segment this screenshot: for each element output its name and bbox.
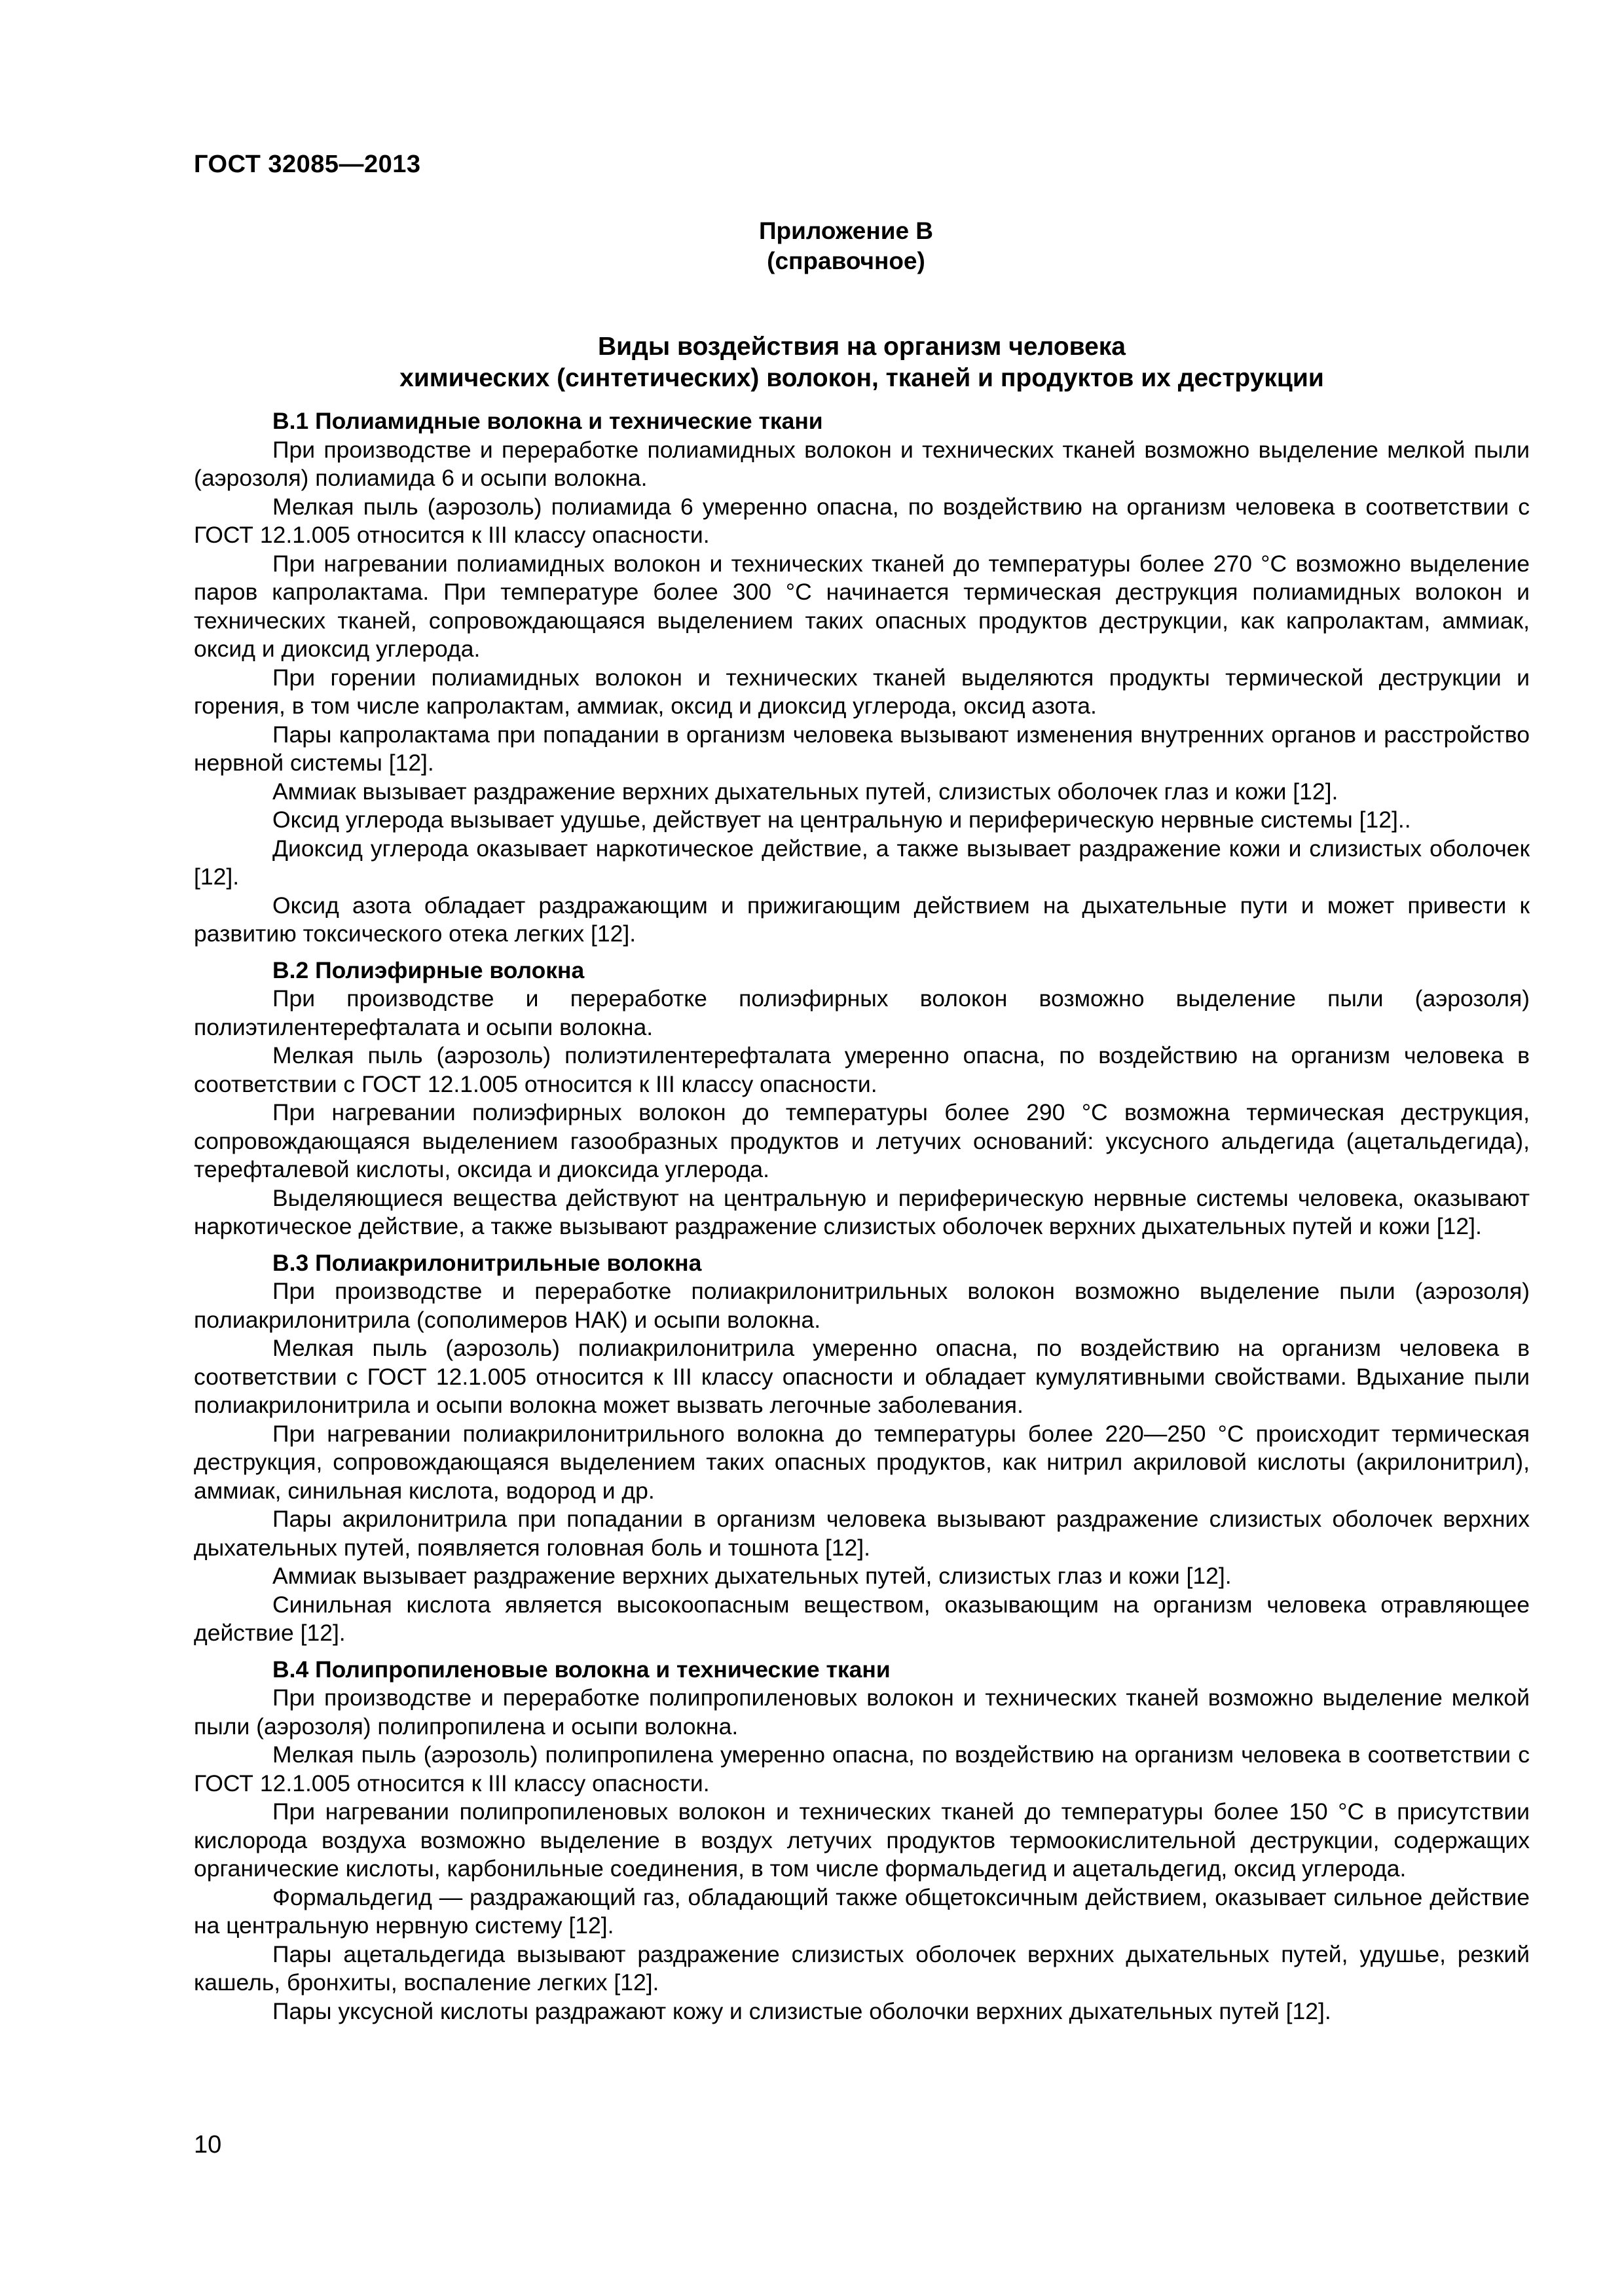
paragraph: Мелкая пыль (аэрозоль) полиамида 6 умеренно опасна, по воздействию на организм человека в соответствии с ГОСТ 12.1.005 относится к III классу опасности.: [194, 493, 1530, 548]
paragraph: Оксид углерода вызывает удушье, действует на центральную и периферическую нервные системы [12]..: [272, 807, 1411, 833]
section-b3: [194, 1249, 1530, 1648]
section-heading: В.3 Полиакрилонитрильные волокна: [272, 1249, 702, 1276]
paragraph: Диоксид углерода оказывает наркотическое действие, а также вызывает раздражение кожи и слизистых оболочек [12].: [194, 835, 1530, 890]
paragraph: Мелкая пыль (аэрозоль) полиэтилентерефталата умеренно опасна, по воздействию на организм человека в соответствии с ГОСТ 12.1.005 относится к III классу опасности.: [194, 1042, 1530, 1097]
paragraph: При нагревании полипропиленовых волокон и технических тканей до температуры более 150 °С в присутствии кислорода воздуха возможно выделение в воздух летучих продуктов термоокислительной деструкции, содержащих органические кислоты, карбонильные соединения, в том числе формальдегид и ацетальдегид, оксид углерода.: [194, 1798, 1530, 1882]
appendix-label: Приложение В: [758, 217, 934, 244]
paragraph: При нагревании полиэфирных волокон до температуры более 290 °С возможна термическая деструкция, сопровождающаяся выделением газообразных продуктов и летучих оснований: уксусного альдегида (ацетальдегида), терефталевой кислоты, оксида и диоксида углерода.: [194, 1099, 1530, 1182]
paragraph: Пары капролактама при попадании в организм человека вызывают изменения внутренних органов и расстройство нервной системы [12].: [194, 721, 1530, 776]
appendix-type: (справочное): [767, 247, 925, 274]
document-body: [194, 407, 1530, 2026]
paragraph: При нагревании полиакрилонитрильного волокна до температуры более 220—250 °С происходит термическая деструкция, сопровождающаяся выделением таких опасных продуктов, как нитрил акриловой кислоты (акрилонитрил), аммиак, синильная кислота, водород и др.: [194, 1420, 1530, 1504]
paragraph: При производстве и переработке полиамидных волокон и технических тканей возможно выделение мелкой пыли (аэрозоля) полиамида 6 и осыпи волокна.: [194, 436, 1530, 491]
section-b2: [194, 957, 1530, 1241]
section-heading: В.1 Полиамидные волокна и технические ткани: [272, 408, 823, 434]
paragraph: Аммиак вызывает раздражение верхних дыхательных путей, слизистых оболочек глаз и кожи [12].: [272, 778, 1338, 805]
paragraph: Формальдегид — раздражающий газ, обладающий также общетоксичным действием, оказывает сильное действие на центральную нервную систему [12].: [194, 1884, 1530, 1939]
paragraph: При производстве и переработке полиакрилонитрильных волокон возможно выделение пыли (аэрозоля) полиакрилонитрила (сополимеров НАК) и осыпи волокна.: [194, 1278, 1530, 1333]
paragraph: Пары ацетальдегида вызывают раздражение слизистых оболочек верхних дыхательных путей, удушье, резкий кашель, бронхиты, воспаление легких [12].: [194, 1941, 1530, 1995]
paragraph: Выделяющиеся вещества действуют на центральную и периферическую нервные системы человека, оказывают наркотическое действие, а также вызывают раздражение слизистых оболочек верхних дыхательных путей и кожи [12].: [194, 1184, 1530, 1239]
paragraph: При горении полиамидных волокон и технических тканей выделяются продукты термической деструкции и горения, в том числе капролактам, аммиак, оксид и диоксид углерода, оксид азота.: [194, 664, 1530, 719]
paragraph: Мелкая пыль (аэрозоль) полиакрилонитрила умеренно опасна, по воздействию на организм человека в соответствии с ГОСТ 12.1.005 относится к III классу опасности и обладает кумулятивными свойствами. Вдыхание пыли полиакрилонитрила и осыпи волокна может вызвать легочные заболевания.: [194, 1335, 1530, 1418]
paragraph: Пары уксусной кислоты раздражают кожу и слизистые оболочки верхних дыхательных путей [12].: [272, 1997, 1331, 2024]
paragraph: При производстве и переработке полипропиленовых волокон и технических тканей возможно выделение мелкой пыли (аэрозоля) полипропилена и осыпи волокна.: [194, 1685, 1530, 1740]
paragraph: Оксид азота обладает раздражающим и прижигающим действием на дыхательные пути и может привести к развитию токсического отека легких [12].: [194, 892, 1530, 947]
paragraph: При производстве и переработке полиэфирных волокон возможно выделение пыли (аэрозоля) полиэтилентерефталата и осыпи волокна.: [194, 985, 1530, 1040]
paragraph: Пары акрилонитрила при попадании в организм человека вызывают раздражение слизистых оболочек верхних дыхательных путей, появляется головная боль и тошнота [12].: [194, 1506, 1530, 1561]
section-heading: В.2 Полиэфирные волокна: [272, 957, 585, 983]
section-b1: [194, 407, 1530, 949]
section-heading: В.4 Полипропиленовые волокна и технические ткани: [272, 1656, 891, 1683]
paragraph: При нагревании полиамидных волокон и технических тканей до температуры более 270 °С возможно выделение паров капролактама. При температуре более 300 °С начинается термическая деструкция полиамидных волокон и технических тканей, сопровождающаяся выделением таких опасных продуктов деструкции, как капролактам, аммиак, оксид и диоксид углерода.: [194, 550, 1530, 662]
paragraph: Мелкая пыль (аэрозоль) полипропилена умеренно опасна, по воздействию на организм человека в соответствии с ГОСТ 12.1.005 относится к III классу опасности.: [194, 1741, 1530, 1796]
section-b4: [194, 1656, 1530, 2026]
paragraph: Синильная кислота является высокоопасным веществом, оказывающим на организм человека отравляющее действие [12].: [194, 1591, 1530, 1646]
document-title-line-2: химических (синтетических) волокон, тканей и продуктов их деструкции: [399, 364, 1324, 392]
standard-number: ГОСТ 32085—2013: [194, 151, 421, 178]
page-number: 10: [194, 2131, 222, 2159]
paragraph: Аммиак вызывает раздражение верхних дыхательных путей, слизистых глаз и кожи [12].: [272, 1563, 1232, 1589]
document-title-line-1: Виды воздействия на организм человека: [597, 333, 1126, 361]
